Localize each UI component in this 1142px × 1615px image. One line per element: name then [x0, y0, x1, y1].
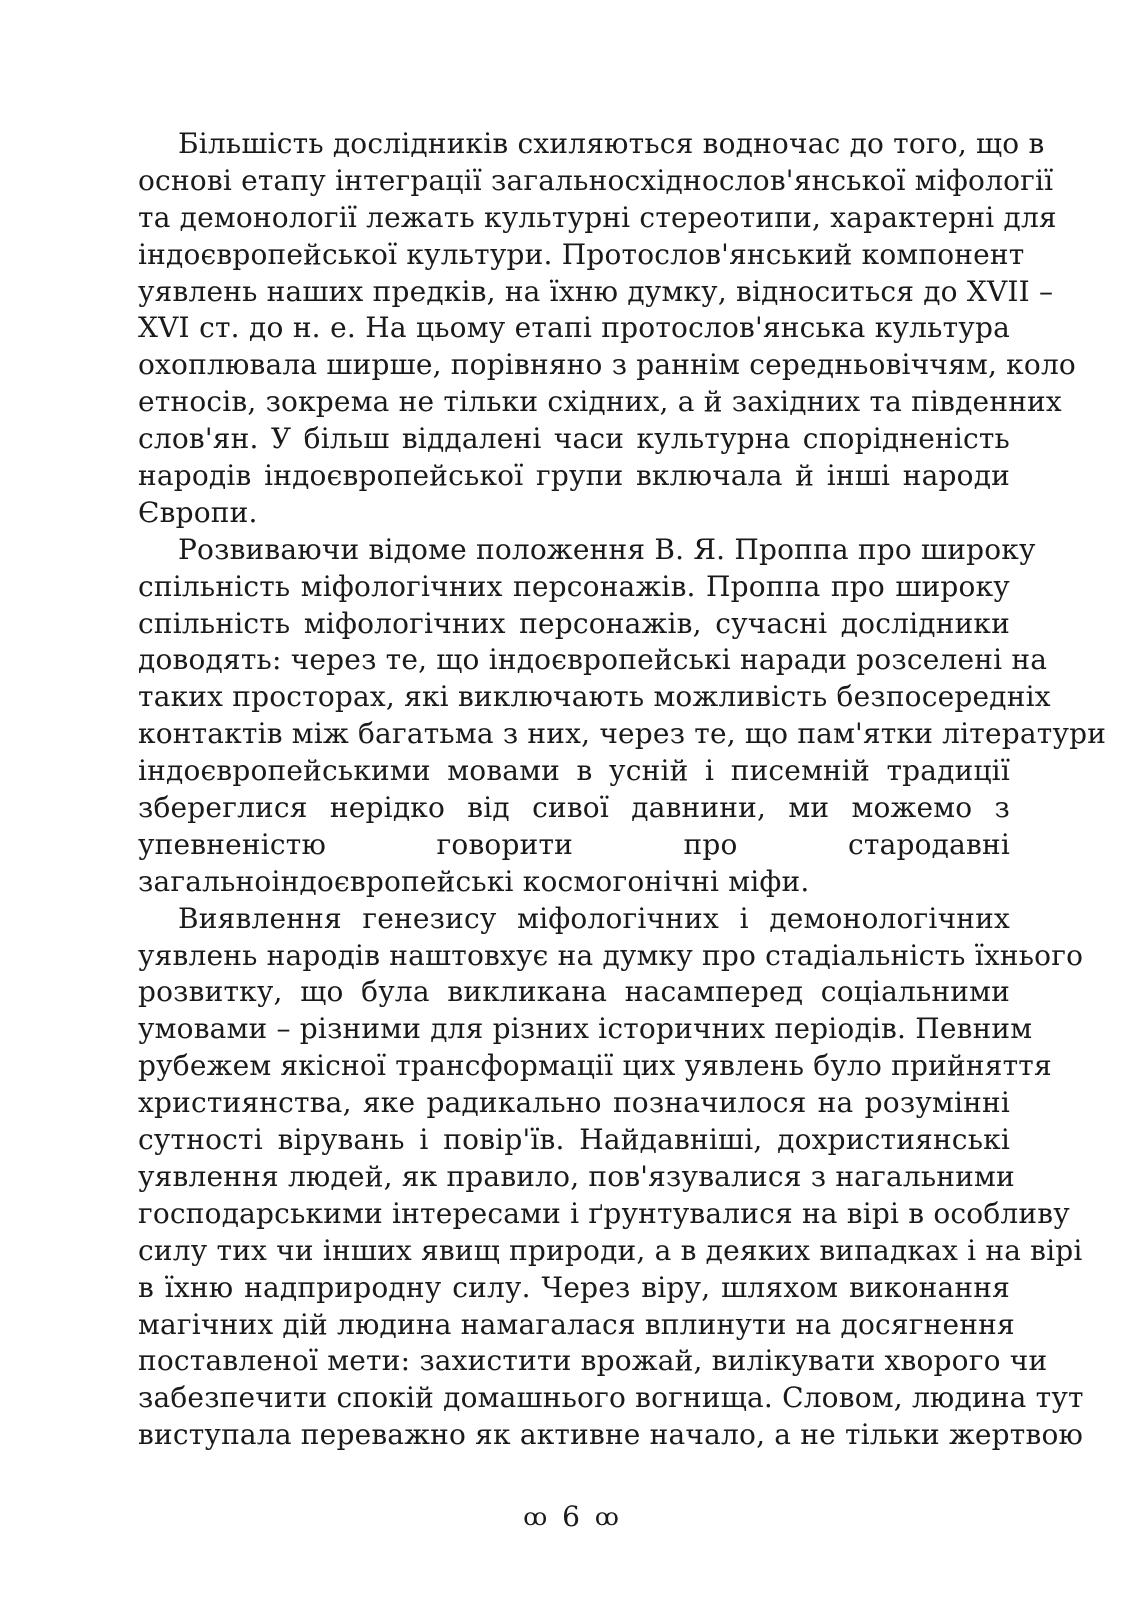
text-line: таких просторах, які виключають можливість безпосередніх: [138, 680, 1051, 714]
text-line: Розвиваючи відоме положення В. Я. Проппа про широку: [178, 532, 1036, 566]
text-line: індоєвропейської культури. Протослов'янський компонент: [138, 237, 1025, 271]
text-line: упевненістю говорити про стародавні: [138, 827, 1010, 861]
text-line: виступала переважно як активне начало, а не тільки жертвою: [138, 1418, 1084, 1452]
text-line: Європи.: [138, 495, 258, 529]
text-line: охоплювала ширше, порівняно з раннім середньовіччям, коло: [138, 348, 1076, 382]
text-line: спільність міфологічних персонажів, сучасні дослідники: [138, 606, 1010, 640]
text-line: етносів, зокрема не тільки східних, а й західних та південних: [138, 385, 1062, 419]
page-footer: [0, 1497, 1142, 1535]
text-line: Виявлення генезису міфологічних і демонологічних: [178, 901, 1010, 935]
paragraph: [138, 532, 1107, 901]
page-body: [138, 126, 1107, 1454]
text-line: XVI ст. до н. е. На цьому етапі протослов'янська культура: [138, 311, 1010, 345]
text-line: господарськими інтересами і ґрунтувалися на вірі в особливу: [138, 1196, 1070, 1230]
text-line: силу тих чи інших явищ природи, а в деяких випадках і на вірі: [138, 1233, 1083, 1267]
text-line: слов'ян. У більш віддалені часи культурна спорідненість: [138, 422, 1010, 456]
text-line: збереглися нерідко від сивої давнини, ми можемо з: [138, 791, 1010, 825]
text-line: спільність міфологічних персонажів. Проппа про широку: [138, 569, 1010, 603]
text-line: поставленої мети: захистити врожай, вилікувати хворого чи: [138, 1344, 1048, 1378]
text-line: християнства, яке радикально позначилося на розумінні: [138, 1086, 1010, 1120]
ornament-right-icon: ꝏ: [594, 1502, 619, 1531]
text-line: сутності вірувань і повір'їв. Найдавніші, дохристиянські: [138, 1123, 1010, 1157]
text-line: Більшість дослідників схиляються водночас до того, що в: [178, 127, 1045, 160]
text-line: та демонології лежать культурні стереотипи, характерні для: [138, 200, 1057, 234]
text-line: магічних дій людина намагалася вплинути на досягнення: [138, 1307, 1015, 1341]
text-line: умовами – різними для різних історичних періодів. Певним: [138, 1012, 1033, 1046]
ornament-left-icon: ꝏ: [523, 1502, 548, 1531]
text-line: розвитку, що була викликана насамперед соціальними: [138, 975, 1010, 1009]
text-line: загальноіндоєвропейські космогонічні міфи.: [138, 864, 810, 898]
paragraph: [138, 901, 1084, 1454]
page-number: 6: [562, 1499, 580, 1533]
text-line: забезпечити спокій домашнього вогнища. Словом, людина тут: [138, 1381, 1084, 1415]
text-line: уявлень народів наштовхує на думку про стадіальність їхнього: [138, 938, 1084, 972]
text-line: індоєвропейськими мовами в усній і писемній традиції: [138, 754, 1010, 788]
text-line: в їхню надприродну силу. Через віру, шляхом виконання: [138, 1270, 1010, 1304]
text-line: контактів між багатьма з них, через те, що пам'ятки літератури: [138, 717, 1107, 751]
paragraph: [138, 126, 1076, 532]
text-line: рубежем якісної трансформації цих уявлень було прийняття: [138, 1049, 1052, 1083]
text-line: народів індоєвропейської групи включала й інші народи: [138, 459, 1010, 493]
text-line: доводять: через те, що індоєвропейські наради розселені на: [138, 643, 1048, 677]
text-line: уявлень наших предків, на їхню думку, відноситься до XVII –: [138, 274, 1054, 308]
text-line: уявлення людей, як правило, пов'язувалися з нагальними: [138, 1159, 1015, 1193]
text-line: основі етапу інтеграції загальносхіднослов'янської міфології: [138, 163, 1054, 197]
